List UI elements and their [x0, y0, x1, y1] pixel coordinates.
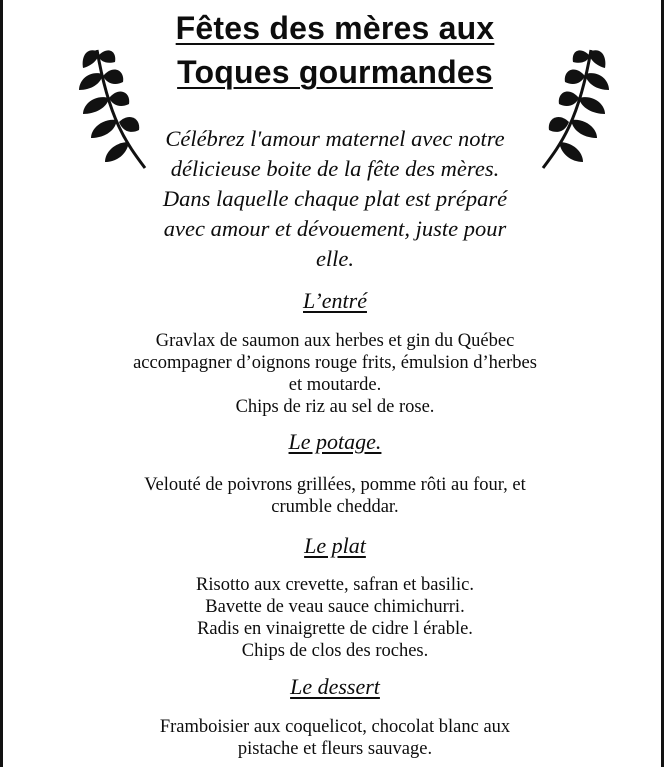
laurel-branch-icon	[537, 40, 623, 172]
section-body-entree	[3, 330, 664, 418]
menu-item-line: Framboisier aux coquelicot, chocolat blanc aux	[159, 717, 511, 737]
menu-item-line: Chips de riz au sel de rose.	[235, 397, 435, 417]
section-heading-entree: L’entré	[303, 288, 367, 313]
section-heading-potage: Le potage.	[288, 429, 382, 454]
intro-line: Célébrez l'amour maternel avec notre	[165, 126, 505, 151]
intro-text	[123, 124, 547, 274]
menu-item-line: et moutarde.	[288, 375, 382, 395]
menu-item-line: Radis en vinaigrette de cidre l érable.	[197, 619, 473, 639]
menu-item-line: pistache et fleurs sauvage.	[237, 739, 433, 759]
menu-title-line-1: Fêtes des mères aux	[175, 10, 495, 46]
menu-item-line: Chips de clos des roches.	[241, 641, 429, 661]
section-heading-dessert: Le dessert	[290, 674, 380, 699]
section-body-dessert	[3, 716, 664, 760]
menu-title-line-2: Toques gourmandes	[177, 54, 493, 90]
menu-item-line: Velouté de poivrons grillées, pomme rôti au four, et	[144, 475, 526, 495]
section-body-plat	[3, 574, 664, 662]
intro-line: avec amour et dévouement, juste pour	[163, 216, 507, 241]
intro-line: délicieuse boite de la fête des mères.	[170, 156, 500, 181]
menu-item-line: Gravlax de saumon aux herbes et gin du Québec	[155, 331, 515, 351]
intro-line: elle.	[315, 246, 355, 271]
section-body-potage	[3, 474, 664, 518]
section-heading-plat: Le plat	[304, 533, 366, 558]
menu-item-line: Bavette de veau sauce chimichurri.	[205, 597, 465, 617]
menu-item-line: accompagner d’oignons rouge frits, émulsion d’herbes	[133, 353, 537, 373]
intro-line: Dans laquelle chaque plat est préparé	[162, 186, 508, 211]
menu-item-line: crumble cheddar.	[271, 497, 399, 517]
menu-item-line: Risotto aux crevette, safran et basilic.	[196, 575, 474, 595]
